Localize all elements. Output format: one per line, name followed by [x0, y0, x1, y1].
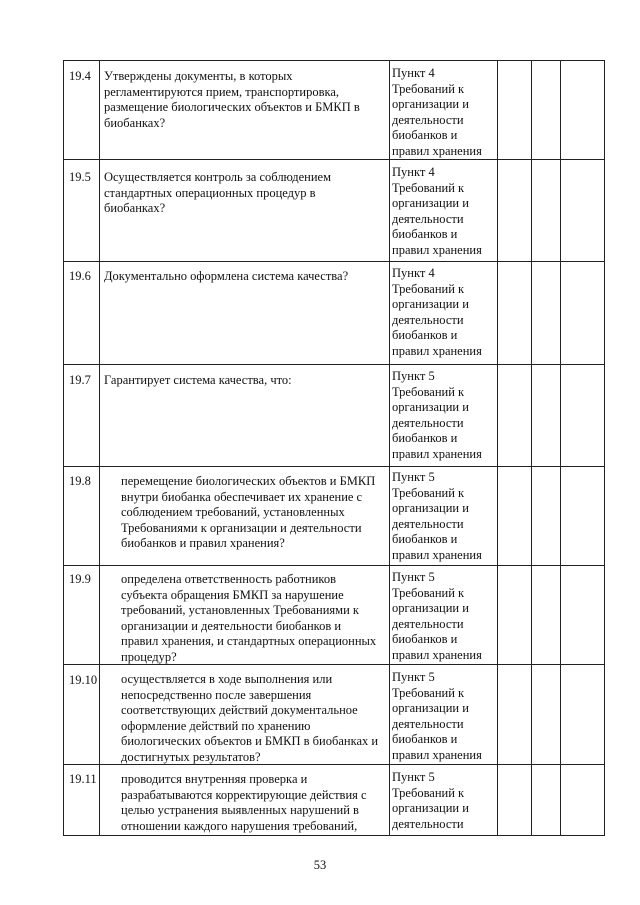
- row-divider: [63, 159, 605, 160]
- requirement-question: проводится внутренняя проверка и разрабатываются корректирующие действия с целью устранения выявленных нарушений в отношении каждого нарушения требований,: [121, 772, 367, 833]
- requirement-question: осуществляется в ходе выполнения или непосредственно после завершения соответствующих действий документальное оформление действий по хранению биологических объектов и БМКП в биобанках и достигнутых результатов?: [121, 672, 379, 764]
- row-number: 19.8: [69, 474, 91, 488]
- normative-reference: Пункт 5 Требований к организации и деятельности: [392, 770, 469, 831]
- requirement-question: определена ответственность работников субъекта обращения БМКП за нарушение требований, установленных Требованиями к организации и деятельности биобанков и правил хранения, и стандартных операционных процедур?: [121, 572, 377, 664]
- row-number: 19.9: [69, 572, 91, 586]
- column-divider: [99, 60, 100, 836]
- normative-reference: Пункт 4 Требований к организации и деятельности биобанков и правил хранения: [392, 266, 482, 358]
- normative-reference: Пункт 5 Требований к организации и деятельности биобанков и правил хранения: [392, 470, 482, 562]
- row-number: 19.11: [69, 772, 97, 786]
- normative-reference: Пункт 4 Требований к организации и деятельности биобанков и правил хранения: [392, 165, 482, 257]
- column-divider: [531, 60, 532, 836]
- row-number: 19.7: [69, 373, 91, 387]
- requirement-question: перемещение биологических объектов и БМКП внутри биобанка обеспечивает их хранение с соблюдением требований, установленных Требованиями к организации и деятельности биобанков и правил хранения?: [121, 474, 376, 550]
- row-divider: [63, 364, 605, 365]
- table-border-right: [604, 60, 605, 836]
- requirement-question: Утверждены документы, в которых регламентируются прием, транспортировка, размещение биологических объектов и БМКП в биобанках?: [104, 69, 360, 130]
- table-border-left: [63, 60, 64, 836]
- normative-reference: Пункт 5 Требований к организации и деятельности биобанков и правил хранения: [392, 369, 482, 461]
- row-number: 19.4: [69, 69, 91, 83]
- column-divider: [497, 60, 498, 836]
- page-number: 53: [313, 858, 327, 872]
- row-number: 19.5: [69, 170, 91, 184]
- requirement-question: Осуществляется контроль за соблюдением стандартных операционных процедур в биобанках?: [104, 170, 332, 215]
- row-divider: [63, 565, 605, 566]
- normative-reference: Пункт 5 Требований к организации и деятельности биобанков и правил хранения: [392, 670, 482, 762]
- requirement-question: Гарантирует система качества, что:: [104, 373, 292, 387]
- normative-reference: Пункт 4 Требований к организации и деятельности биобанков и правил хранения: [392, 66, 482, 158]
- row-divider: [63, 466, 605, 467]
- requirement-question: Документально оформлена система качества?: [104, 269, 349, 283]
- row-number: 19.10: [69, 673, 98, 687]
- row-number: 19.6: [69, 269, 91, 283]
- row-divider: [63, 261, 605, 262]
- column-divider: [560, 60, 561, 836]
- row-divider: [63, 60, 605, 61]
- row-divider: [63, 835, 605, 836]
- checklist-table: [63, 60, 605, 836]
- normative-reference: Пункт 5 Требований к организации и деятельности биобанков и правил хранения: [392, 570, 482, 662]
